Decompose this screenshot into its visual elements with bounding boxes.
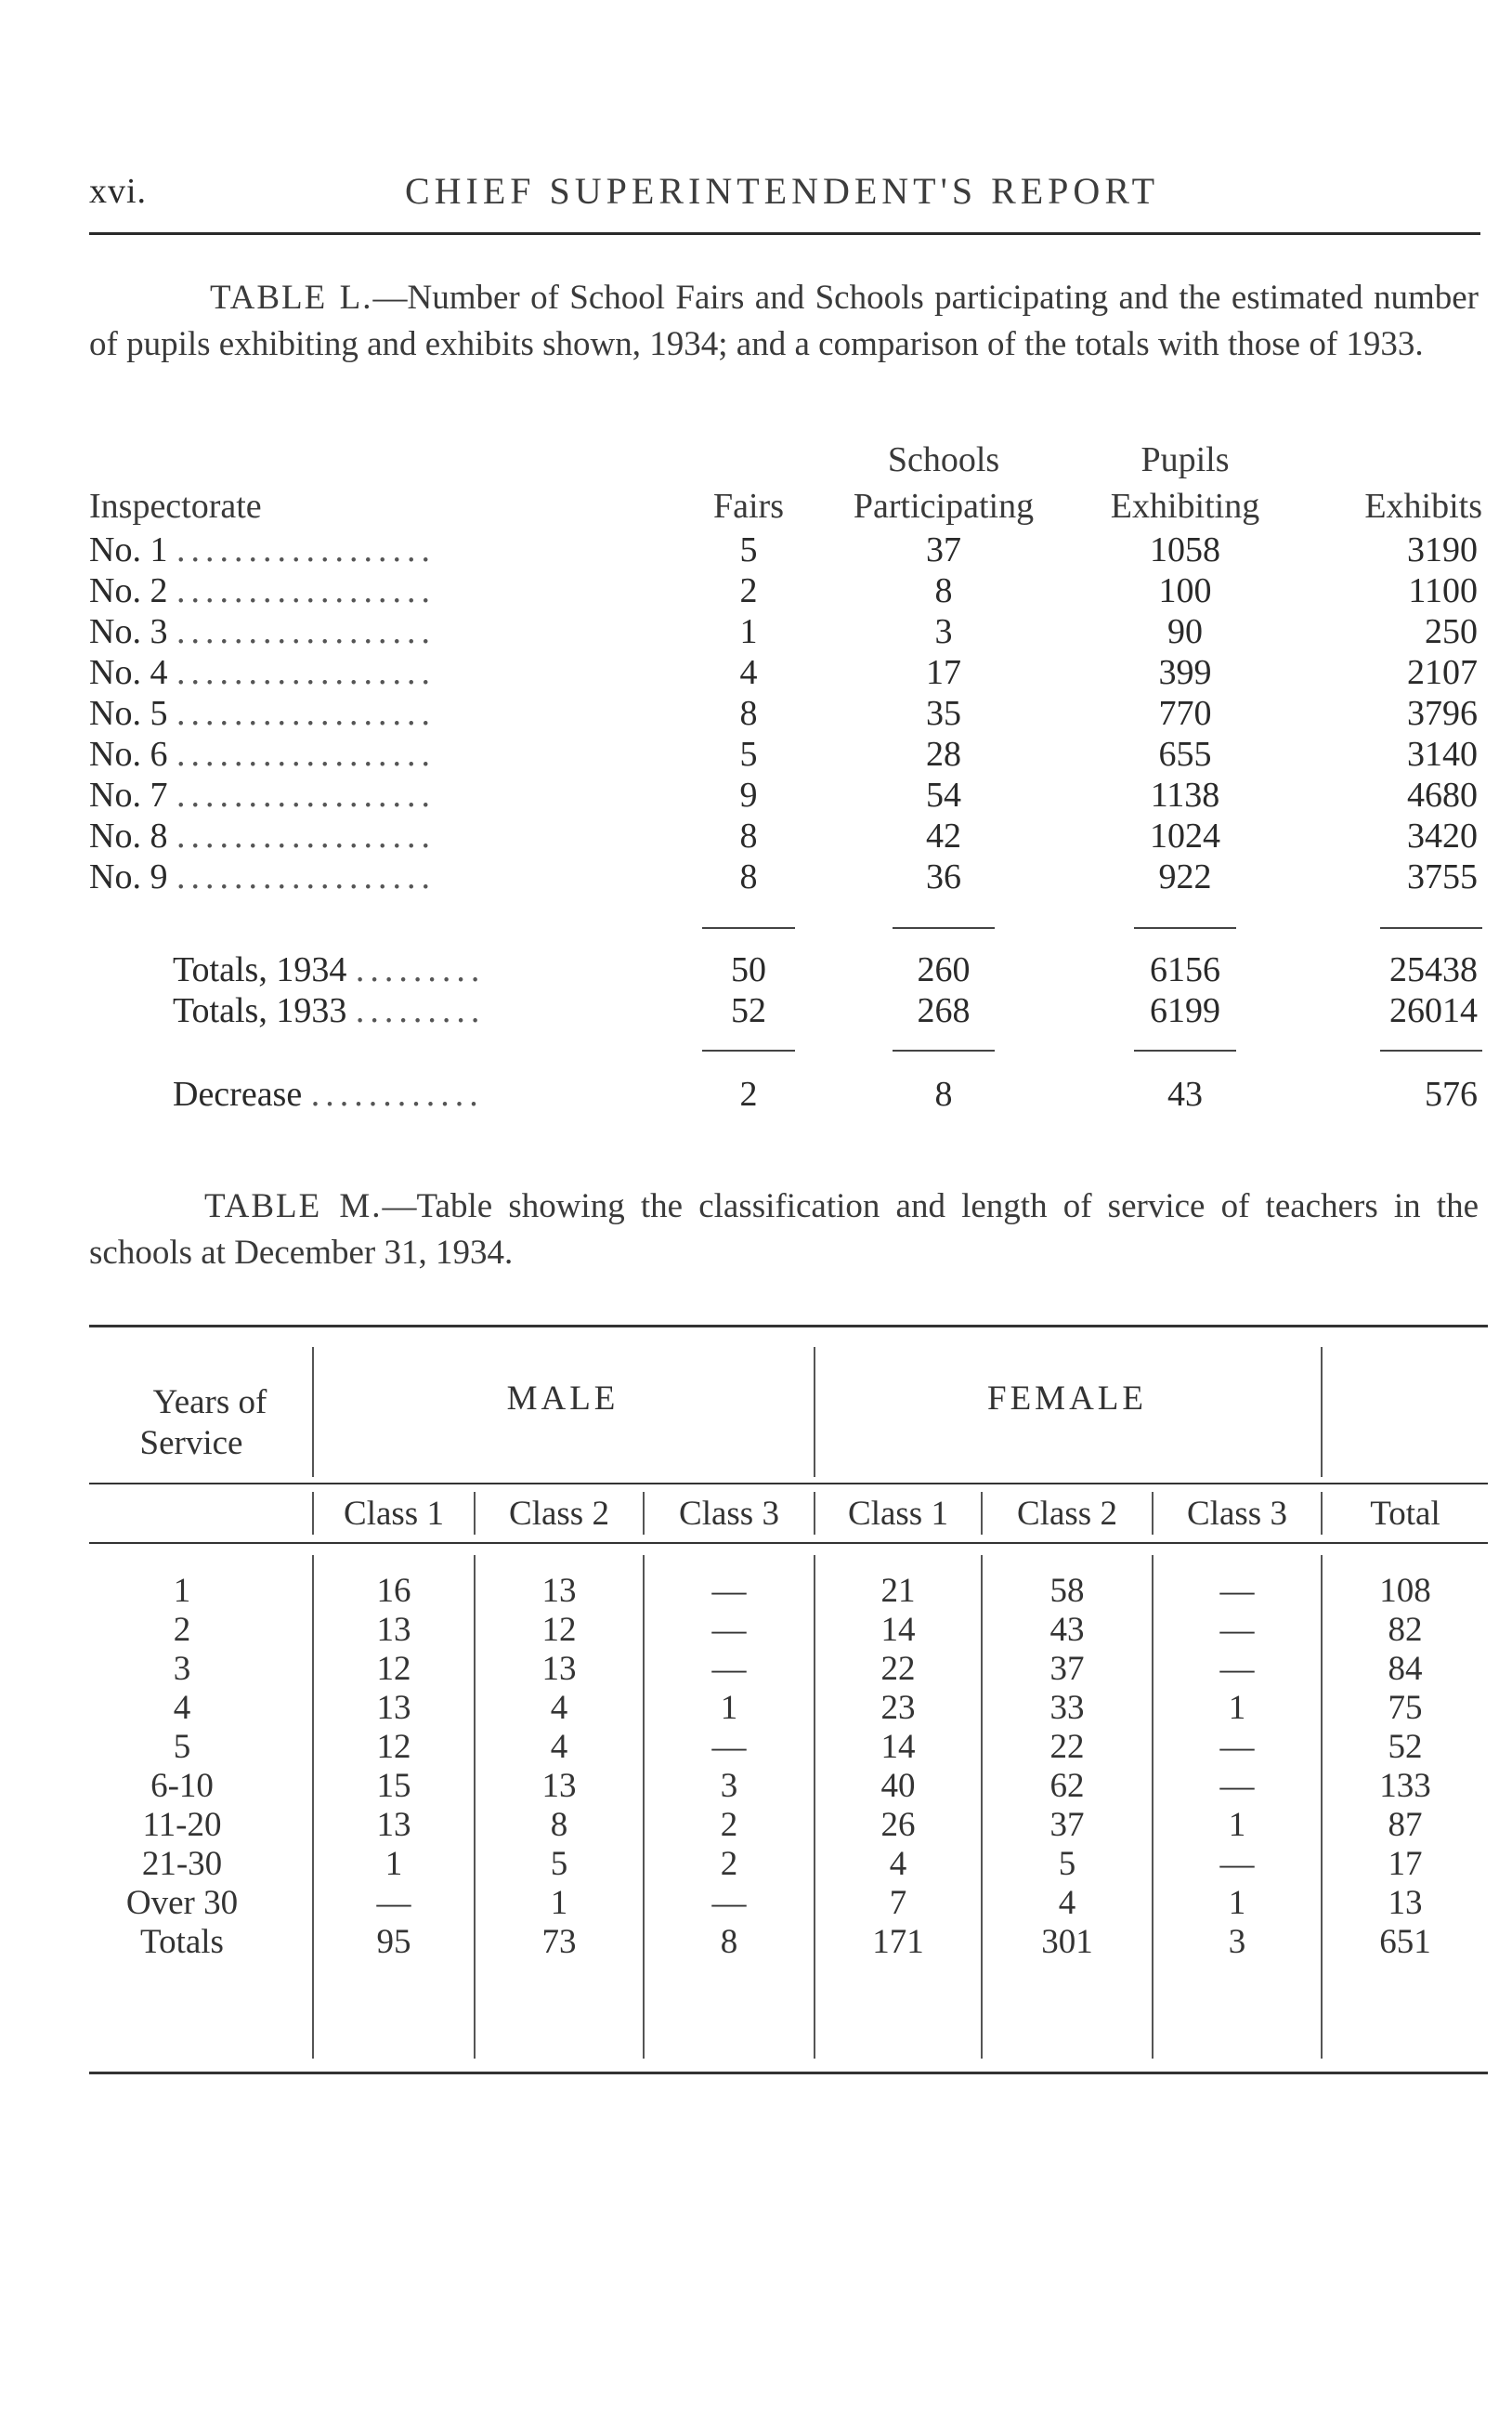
- pupils-cell: 922: [1158, 857, 1212, 896]
- decrease-rule: [1380, 1050, 1482, 1052]
- row-label: No. 3: [89, 612, 168, 651]
- years-cell: 6-10: [150, 1767, 214, 1805]
- value-cell: 12: [541, 1611, 577, 1649]
- fairs-cell: 1: [739, 612, 758, 651]
- table-row: [89, 570, 1482, 611]
- table-row: [89, 1611, 1488, 1650]
- pupils-cell: 90: [1167, 612, 1203, 651]
- table-row: [89, 856, 1482, 897]
- value-cell: 4: [550, 1728, 568, 1766]
- years-cell: 1: [173, 1572, 191, 1610]
- pupils-cell: 43: [1167, 1075, 1203, 1114]
- table-l-caption: [89, 275, 1479, 368]
- years-cell: 4: [173, 1689, 191, 1727]
- value-cell: 40: [880, 1767, 916, 1805]
- table-l: [89, 440, 1482, 1128]
- value-cell: —: [711, 1728, 747, 1766]
- fairs-cell: 50: [731, 950, 766, 989]
- running-head: [89, 163, 1475, 219]
- schools-cell: 37: [926, 530, 961, 569]
- totals-rule: [893, 927, 995, 929]
- row-label: No. 2: [89, 571, 168, 610]
- pupils-cell: 655: [1158, 735, 1212, 774]
- value-cell: 3: [1228, 1923, 1246, 1961]
- row-label: No. 8: [89, 817, 168, 856]
- value-cell: —: [1219, 1845, 1255, 1883]
- exhibits-cell: 250: [1425, 612, 1478, 651]
- col-male-class-2: Class 2: [509, 1495, 609, 1533]
- value-cell: 84: [1388, 1650, 1423, 1688]
- row-label: No. 1: [89, 530, 168, 569]
- table-row: [89, 949, 1482, 990]
- table-row: [89, 1572, 1488, 1611]
- years-cell: Totals: [140, 1923, 224, 1961]
- leader-dots: ..................: [176, 817, 436, 856]
- value-cell: 52: [1388, 1728, 1423, 1766]
- pupils-cell: 399: [1158, 653, 1212, 692]
- table-row: [89, 775, 1482, 816]
- header-pupils-1: Pupils: [1141, 440, 1230, 479]
- value-cell: —: [1219, 1611, 1255, 1649]
- value-cell: 15: [376, 1767, 411, 1805]
- schools-cell: 3: [934, 612, 953, 651]
- value-cell: 13: [1388, 1884, 1423, 1922]
- years-cell: 21-30: [141, 1845, 223, 1883]
- value-cell: 13: [541, 1650, 577, 1688]
- table-row: [89, 693, 1482, 734]
- row-label: Totals, 1934: [173, 950, 347, 989]
- value-cell: 33: [1049, 1689, 1085, 1727]
- leader-dots: .........: [355, 991, 486, 1030]
- exhibits-cell: 4680: [1407, 776, 1478, 815]
- exhibits-cell: 2107: [1407, 653, 1478, 692]
- value-cell: 23: [880, 1689, 916, 1727]
- table-row: [89, 1689, 1488, 1728]
- header-exhibits: Exhibits: [1364, 487, 1482, 526]
- totals-rule: [702, 927, 795, 929]
- table-m-caption: [89, 1183, 1479, 1276]
- value-cell: 651: [1379, 1923, 1431, 1961]
- table-row: [89, 1884, 1488, 1923]
- value-cell: 1: [550, 1884, 568, 1922]
- column-divider: [1321, 1347, 1323, 1477]
- exhibits-cell: 1100: [1408, 571, 1478, 610]
- value-cell: 171: [872, 1923, 924, 1961]
- leader-dots: ............: [310, 1075, 484, 1114]
- table-l-caption-text: —Number of School Fairs and Schools participating and the estimated number of pupils exhibiting and exhibits shown, 1934; and a comparison of the totals with those of 1933.: [89, 279, 1479, 363]
- value-cell: —: [711, 1611, 747, 1649]
- value-cell: —: [711, 1650, 747, 1688]
- value-cell: 1: [1228, 1884, 1246, 1922]
- pupils-cell: 1138: [1150, 776, 1220, 815]
- years-cell: 11-20: [142, 1806, 222, 1844]
- value-cell: 3: [720, 1767, 738, 1805]
- fairs-cell: 8: [739, 817, 758, 856]
- table-top-rule: [89, 1325, 1488, 1327]
- col-female-class-2: Class 2: [1017, 1495, 1117, 1533]
- leader-dots: ..................: [176, 776, 436, 815]
- header-years-2: Service: [139, 1424, 243, 1462]
- value-cell: 1: [720, 1689, 738, 1727]
- exhibits-cell: 576: [1425, 1075, 1478, 1114]
- value-cell: 1: [385, 1845, 403, 1883]
- value-cell: 8: [550, 1806, 568, 1844]
- fairs-cell: 9: [739, 776, 758, 815]
- decrease-rule: [702, 1050, 795, 1052]
- value-cell: —: [376, 1884, 411, 1922]
- fairs-cell: 8: [739, 694, 758, 733]
- row-label: No. 6: [89, 735, 168, 774]
- row-label: No. 5: [89, 694, 168, 733]
- col-male-class-1: Class 1: [344, 1495, 444, 1533]
- value-cell: —: [1219, 1728, 1255, 1766]
- value-cell: 43: [1049, 1611, 1085, 1649]
- value-cell: 22: [1049, 1728, 1085, 1766]
- row-label: Totals, 1933: [173, 991, 347, 1030]
- value-cell: 1: [1228, 1689, 1246, 1727]
- exhibits-cell: 3755: [1407, 857, 1478, 896]
- value-cell: 87: [1388, 1806, 1423, 1844]
- schools-cell: 8: [934, 1075, 953, 1114]
- table-m: [89, 1323, 1488, 2085]
- schools-cell: 260: [917, 950, 971, 989]
- value-cell: —: [1219, 1767, 1255, 1805]
- value-cell: 75: [1388, 1689, 1423, 1727]
- leader-dots: ..................: [176, 612, 436, 651]
- header-female: FEMALE: [987, 1379, 1147, 1418]
- schools-cell: 42: [926, 817, 961, 856]
- table-row: [89, 816, 1482, 856]
- years-cell: 5: [173, 1728, 191, 1766]
- row-label: No. 9: [89, 857, 168, 896]
- schools-cell: 35: [926, 694, 961, 733]
- table-row: [89, 652, 1482, 693]
- years-cell: Over 30: [125, 1884, 239, 1922]
- value-cell: 62: [1049, 1767, 1085, 1805]
- schools-cell: 17: [926, 653, 961, 692]
- value-cell: 13: [541, 1572, 577, 1610]
- row-label: Decrease: [173, 1075, 303, 1114]
- value-cell: 73: [541, 1923, 577, 1961]
- value-cell: 17: [1388, 1845, 1423, 1883]
- leader-dots: .........: [355, 950, 486, 989]
- totals-rule: [1134, 927, 1236, 929]
- leader-dots: ..................: [176, 571, 436, 610]
- table-row: [89, 611, 1482, 652]
- pupils-cell: 6199: [1150, 991, 1220, 1030]
- pupils-cell: 770: [1158, 694, 1212, 733]
- schools-cell: 268: [917, 991, 971, 1030]
- exhibits-cell: 3190: [1407, 530, 1478, 569]
- decrease-rule: [893, 1050, 995, 1052]
- col-total: Total: [1370, 1495, 1440, 1533]
- exhibits-cell: 3796: [1407, 694, 1478, 733]
- table-row: [89, 1767, 1488, 1806]
- value-cell: 13: [376, 1611, 411, 1649]
- table-l-label: TABLE L.: [210, 279, 373, 317]
- table-m-label: TABLE M.: [204, 1187, 383, 1225]
- leader-dots: ..................: [176, 694, 436, 733]
- pupils-cell: 100: [1158, 571, 1212, 610]
- exhibits-cell: 3140: [1407, 735, 1478, 774]
- row-label: No. 7: [89, 776, 168, 815]
- value-cell: 13: [376, 1806, 411, 1844]
- fairs-cell: 52: [731, 991, 766, 1030]
- header-rule: [89, 232, 1480, 235]
- col-female-class-1: Class 1: [848, 1495, 948, 1533]
- totals-rule: [1380, 927, 1482, 929]
- value-cell: —: [711, 1572, 747, 1610]
- value-cell: 21: [880, 1572, 916, 1610]
- table-row: [89, 990, 1482, 1031]
- table-bottom-rule: [89, 2072, 1488, 2074]
- value-cell: —: [1219, 1650, 1255, 1688]
- years-cell: 3: [173, 1650, 191, 1688]
- pupils-cell: 1058: [1150, 530, 1220, 569]
- table-row: [89, 1650, 1488, 1689]
- value-cell: 1: [1228, 1806, 1246, 1844]
- value-cell: 4: [1058, 1884, 1076, 1922]
- column-header-rule: [89, 1542, 1488, 1544]
- value-cell: 26: [880, 1806, 916, 1844]
- header-years-1: Years of: [152, 1383, 267, 1421]
- pupils-cell: 6156: [1150, 950, 1220, 989]
- schools-cell: 36: [926, 857, 961, 896]
- value-cell: 37: [1049, 1650, 1085, 1688]
- table-row: [89, 1845, 1488, 1884]
- value-cell: 13: [376, 1689, 411, 1727]
- leader-dots: ..................: [176, 735, 436, 774]
- exhibits-cell: 3420: [1407, 817, 1478, 856]
- value-cell: 8: [720, 1923, 738, 1961]
- value-cell: 16: [376, 1572, 411, 1610]
- exhibits-cell: 26014: [1389, 991, 1478, 1030]
- value-cell: 13: [541, 1767, 577, 1805]
- running-title: CHIEF SUPERINTENDENT'S REPORT: [404, 170, 1160, 212]
- value-cell: 12: [376, 1650, 411, 1688]
- value-cell: 4: [550, 1689, 568, 1727]
- header-schools-2: Participating: [853, 487, 1035, 526]
- value-cell: 14: [880, 1728, 916, 1766]
- fairs-cell: 4: [739, 653, 758, 692]
- leader-dots: ..................: [176, 857, 436, 896]
- row-label: No. 4: [89, 653, 168, 692]
- value-cell: 2: [720, 1806, 738, 1844]
- schools-cell: 28: [926, 735, 961, 774]
- value-cell: 301: [1041, 1923, 1093, 1961]
- value-cell: 82: [1388, 1611, 1423, 1649]
- schools-cell: 8: [934, 571, 953, 610]
- header-inspectorate: Inspectorate: [89, 487, 262, 526]
- value-cell: 22: [880, 1650, 916, 1688]
- value-cell: 12: [376, 1728, 411, 1766]
- header-pupils-2: Exhibiting: [1110, 487, 1260, 526]
- value-cell: 7: [889, 1884, 907, 1922]
- leader-dots: ..................: [176, 653, 436, 692]
- table-row: [89, 1074, 1482, 1115]
- group-header-rule: [89, 1483, 1488, 1484]
- decrease-rule: [1134, 1050, 1236, 1052]
- value-cell: 108: [1379, 1572, 1431, 1610]
- fairs-cell: 8: [739, 857, 758, 896]
- fairs-cell: 2: [739, 1075, 758, 1114]
- years-cell: 2: [173, 1611, 191, 1649]
- value-cell: —: [1219, 1572, 1255, 1610]
- value-cell: 4: [889, 1845, 907, 1883]
- value-cell: 133: [1379, 1767, 1431, 1805]
- schools-cell: 54: [926, 776, 961, 815]
- table-row: [89, 734, 1482, 775]
- table-row: [89, 1806, 1488, 1845]
- header-fairs: Fairs: [713, 487, 784, 526]
- fairs-cell: 5: [739, 530, 758, 569]
- page-number: xvi.: [89, 172, 148, 211]
- table-m-caption-text: —Table showing the classification and length of service of teachers in the schools at December 31, 1934.: [89, 1187, 1479, 1272]
- table-row: [89, 530, 1482, 570]
- exhibits-cell: 25438: [1389, 950, 1478, 989]
- table-row: [89, 1923, 1488, 1962]
- value-cell: 58: [1049, 1572, 1085, 1610]
- pupils-cell: 1024: [1150, 817, 1220, 856]
- value-cell: 5: [1058, 1845, 1076, 1883]
- value-cell: 14: [880, 1611, 916, 1649]
- col-male-class-3: Class 3: [679, 1495, 779, 1533]
- value-cell: —: [711, 1884, 747, 1922]
- value-cell: 95: [376, 1923, 411, 1961]
- value-cell: 2: [720, 1845, 738, 1883]
- fairs-cell: 2: [739, 571, 758, 610]
- value-cell: 37: [1049, 1806, 1085, 1844]
- col-female-class-3: Class 3: [1187, 1495, 1287, 1533]
- value-cell: 5: [550, 1845, 568, 1883]
- table-row: [89, 1728, 1488, 1767]
- fairs-cell: 5: [739, 735, 758, 774]
- header-male: MALE: [506, 1379, 619, 1418]
- header-schools-1: Schools: [887, 440, 1000, 479]
- leader-dots: ..................: [176, 530, 436, 569]
